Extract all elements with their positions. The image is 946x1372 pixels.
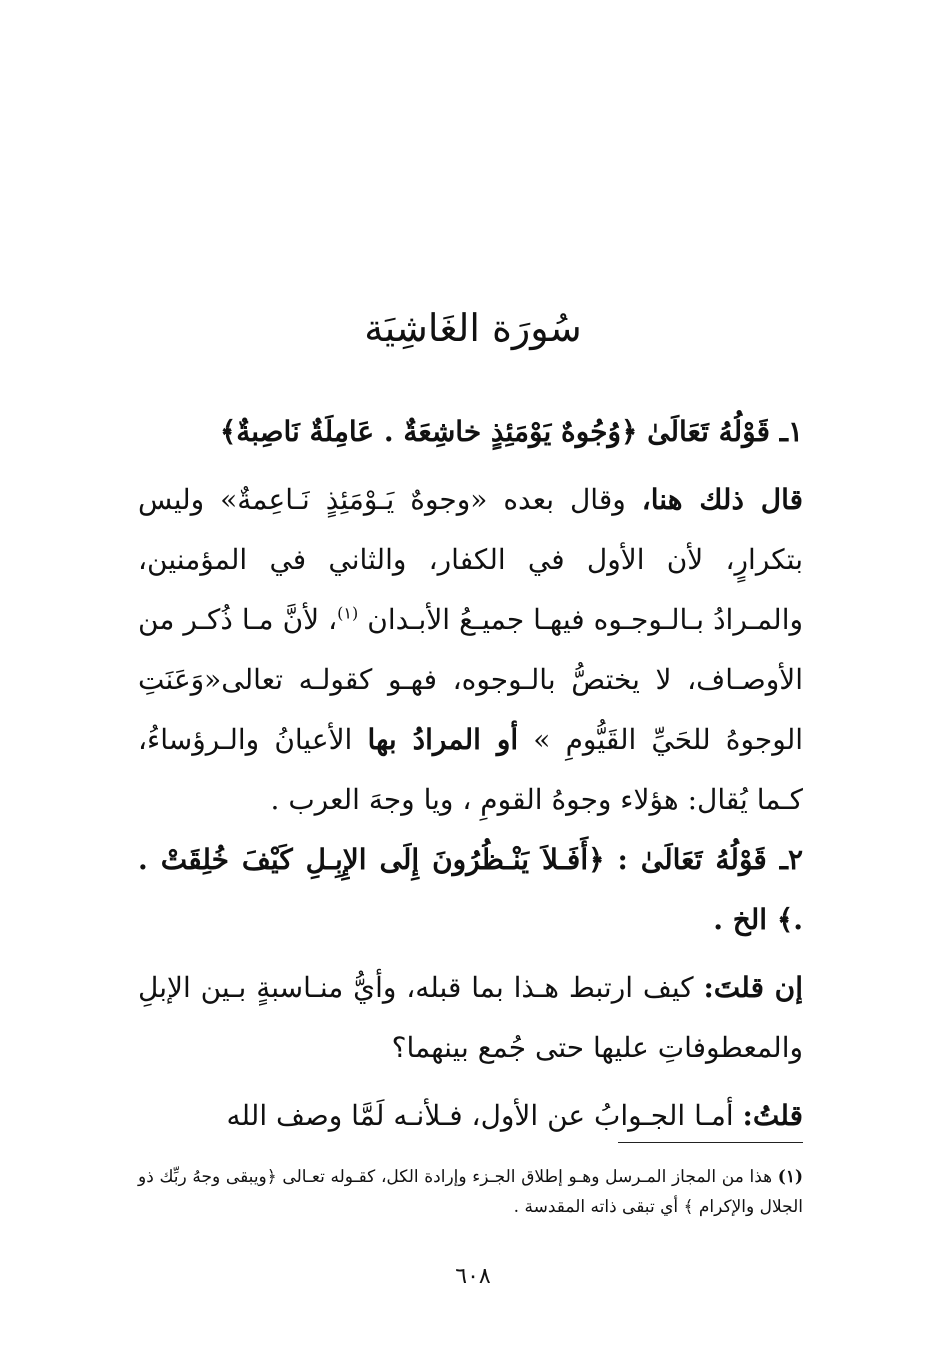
footnote-text: هذا من المجاز المـرسل وهـو إطلاق الجـزء وإرادة الكل، كقـوله تعـالى ﴿ويبقى وجهُ ربِّك ذو الجلال والإكرام ﴾ أي تبقى ذاته المقدسة . bbox=[138, 1167, 803, 1217]
footnote-marker: (١) bbox=[777, 1167, 804, 1187]
paragraph-text: أمـا الجـوابُ عن الأول، فـلأنـه لَمَّا وصف الله bbox=[226, 1099, 743, 1132]
paragraph-bold-phrase: أو المرادُ بها bbox=[367, 723, 519, 756]
main-text bbox=[138, 402, 803, 1146]
paragraph-lead: قال ذلك هنا، bbox=[641, 483, 803, 516]
commentary-paragraph-3 bbox=[138, 1086, 803, 1146]
verse-heading-1: ١ـ قَوْلُهُ تَعَالَىٰ ﴿وُجُوهٌ يَوْمَئِذٍ خاشِعَةٌ . عَامِلَةٌ نَاصِبةٌ﴾ bbox=[219, 415, 803, 448]
paragraph-text: كيف ارتبط هـذا بما قبله، وأيُّ منـاسبةٍ بـين الإبلِ والمعطوفاتِ عليها حتى جُمع بينهما؟ bbox=[138, 971, 803, 1064]
page-number: ٦٠٨ bbox=[455, 1264, 491, 1289]
commentary-paragraph-2 bbox=[138, 958, 803, 1078]
paragraph-lead: قلتُ: bbox=[742, 1099, 803, 1132]
paragraph-text-b: ، لأنَّ مـا ذُكـر من الأوصـاف، لا يختصُّ بالـوجوه، فهـو كقولـه تعالى«وَعَنَتِ الوجوهُ للحَيِّ القَيُّومِ » bbox=[138, 603, 803, 756]
paragraph-text: وقال بعده «وجوهٌ يَـوْمَئِذٍ نَـاعِمةٌ» وليس بتكرارٍ، لأن الأول في الكفار، والثاني في المؤمنين، والمـرادُ بـالـوجـوه فيهـا جميـعُ الأبـدان bbox=[138, 483, 803, 636]
verse-heading-2: ٢ـ قَوْلُهُ تَعَالَىٰ : ﴿أَفَـلاَ يَنْـظُرُونَ إِلَى الإِبِـلِ كَيْفَ خُلِقَتْ . .﴾ الخ . bbox=[138, 843, 803, 936]
surah-title: سُورَة الغَاشِيَة bbox=[364, 306, 582, 351]
commentary-paragraph-1 bbox=[138, 470, 803, 830]
paragraph-tail: الأعيانُ والـرؤساءُ، كـما يُقال: هؤلاء وجوهُ القومِ ، ويا وجهَ العرب . bbox=[138, 723, 803, 816]
footnote-marker: (١) bbox=[337, 603, 359, 623]
footnote bbox=[138, 1162, 803, 1222]
footnote-divider bbox=[618, 1142, 803, 1143]
paragraph-lead: إن قلتَ: bbox=[703, 971, 803, 1004]
